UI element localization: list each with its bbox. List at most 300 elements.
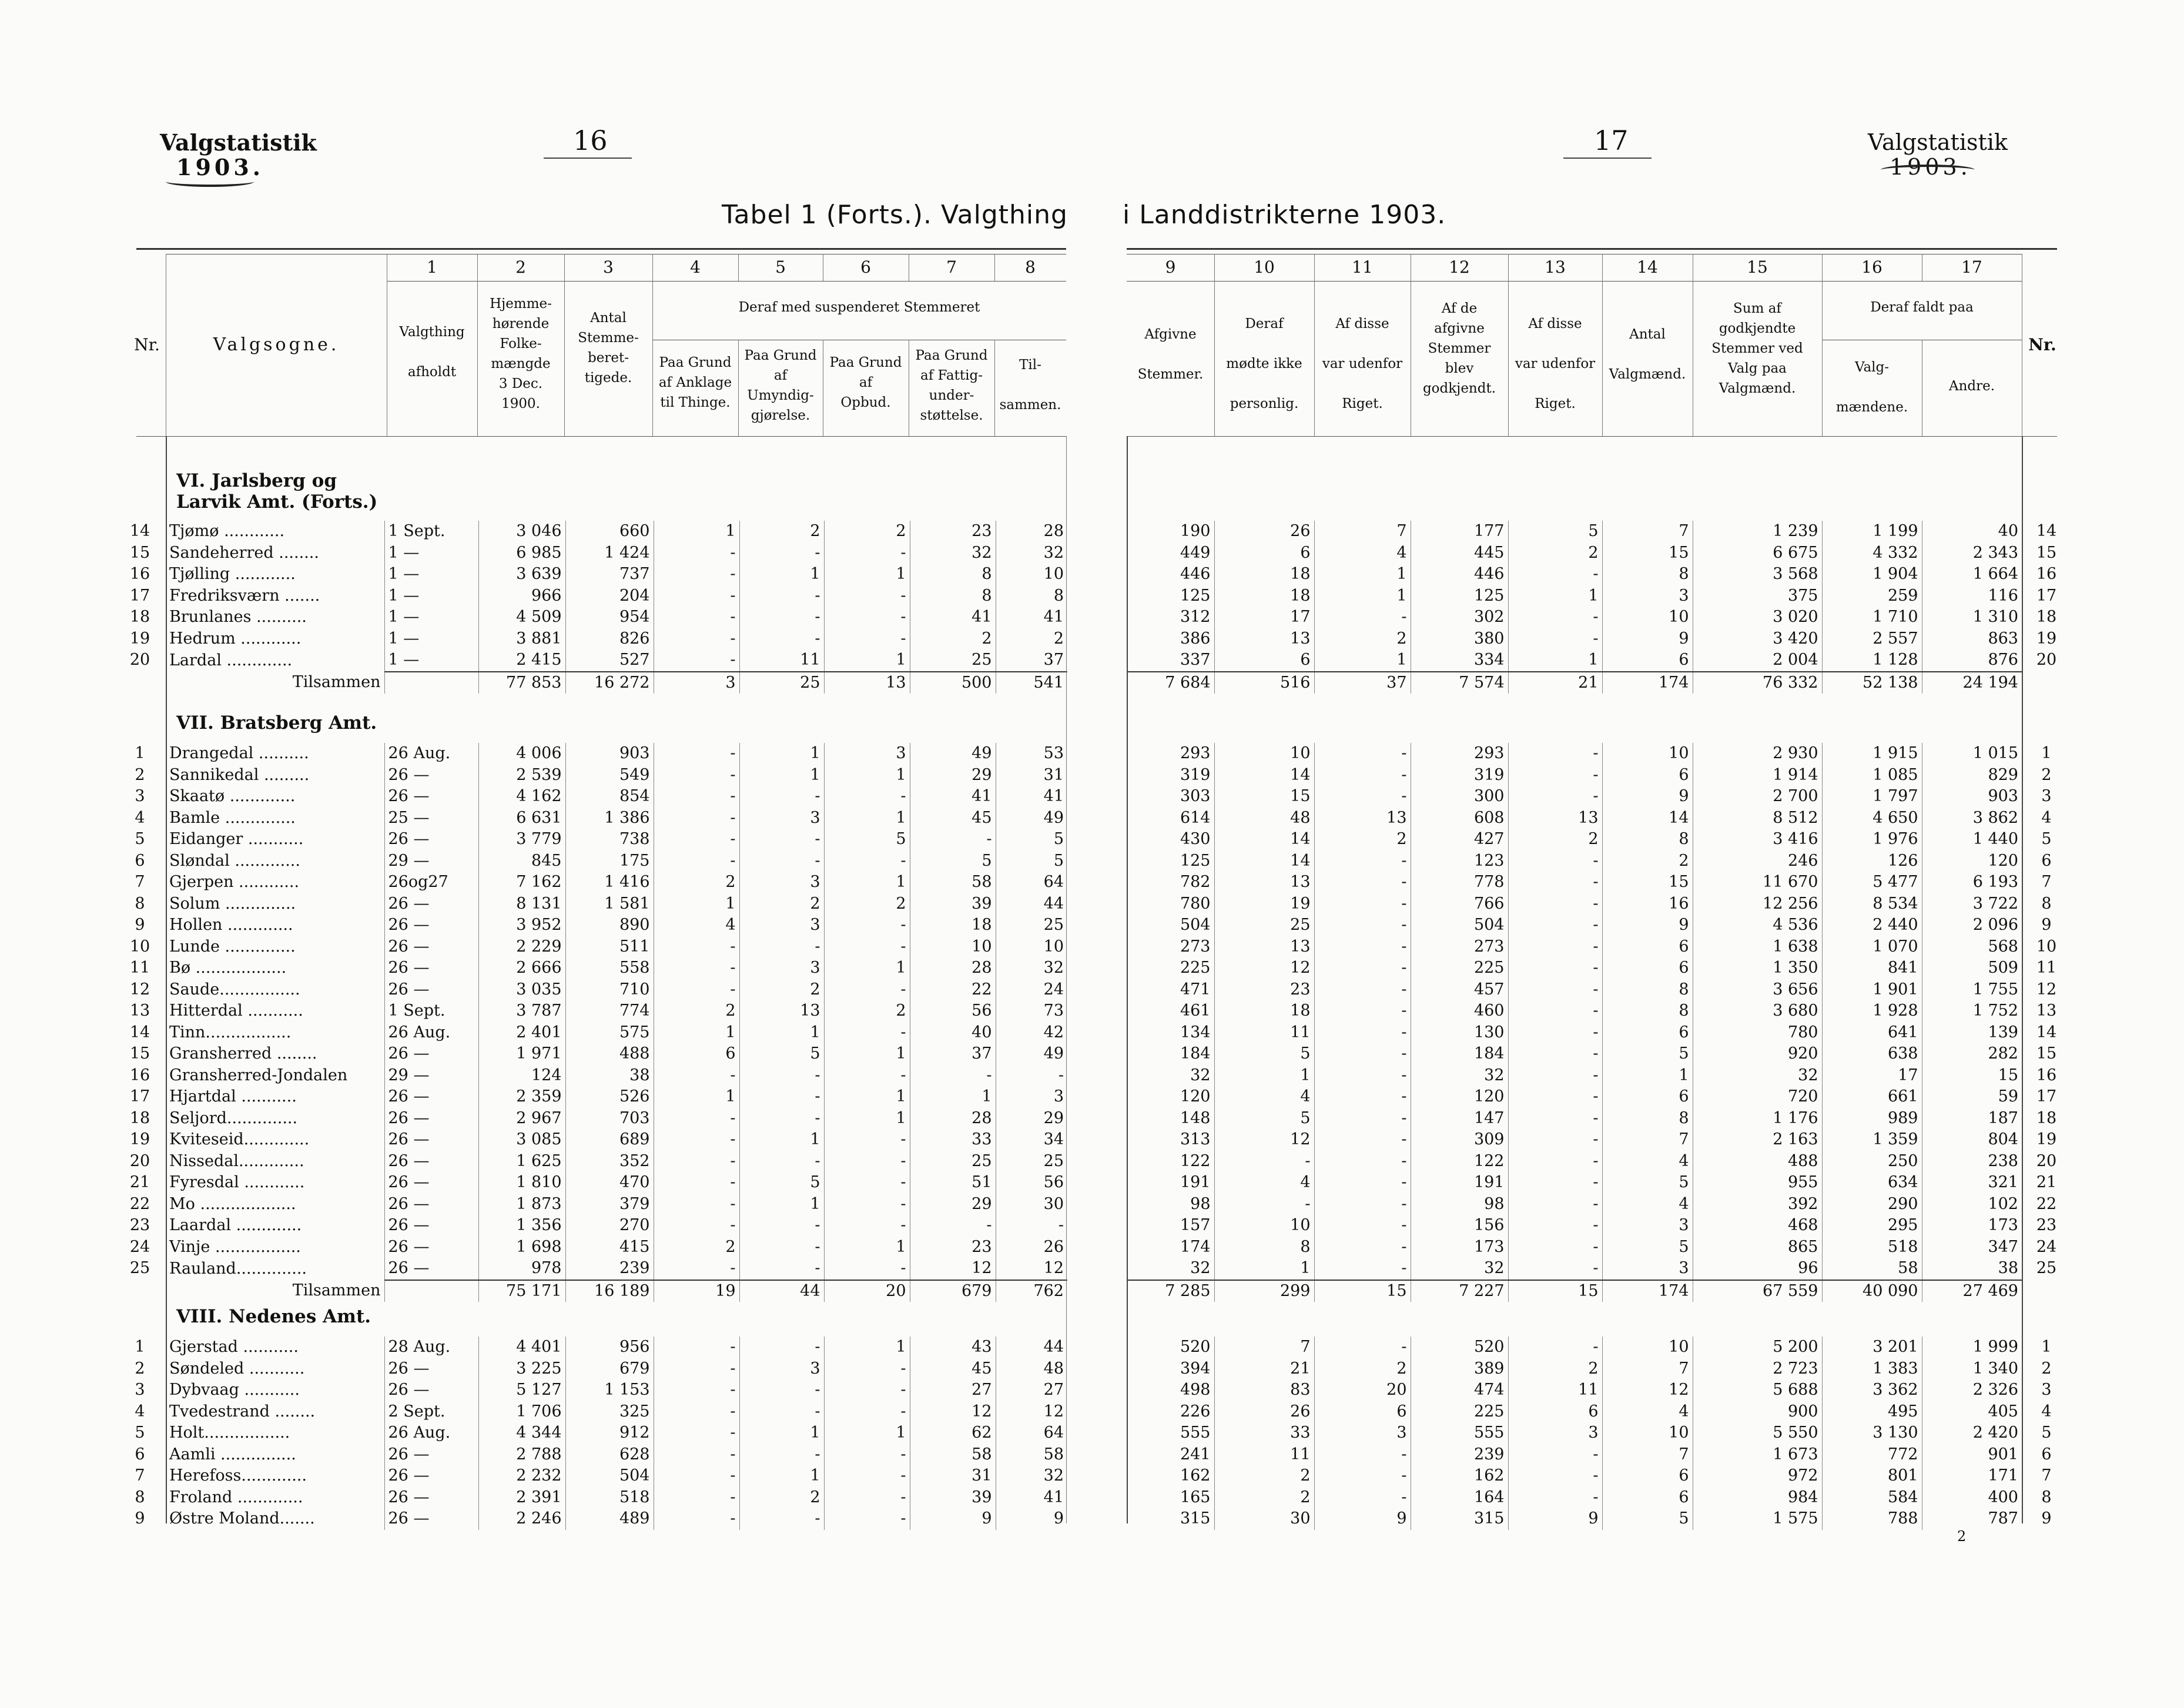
- cell-c14: 1: [1602, 1065, 1693, 1087]
- cell-c7: 18: [910, 915, 996, 936]
- cell-c7: 31: [910, 1465, 996, 1487]
- cell-c17: 173: [1922, 1215, 2022, 1237]
- cell-c9: 134: [1180, 1023, 1211, 1041]
- cell-c4: -: [654, 1444, 739, 1466]
- top-rule-left: [136, 248, 1066, 250]
- row-number-right: 2: [2041, 1359, 2052, 1378]
- cell-c13: -: [1508, 743, 1602, 765]
- cell-c14: 4: [1602, 1151, 1693, 1173]
- cell-c17: 282: [1922, 1043, 2022, 1065]
- cell-c10: 13: [1214, 628, 1314, 650]
- parish-name: Rauland..............: [169, 1259, 307, 1278]
- cell-c16: 2 440: [1822, 915, 1922, 936]
- cell-c3: 379: [565, 1194, 654, 1215]
- cell-c14: 5: [1602, 1237, 1693, 1258]
- parish-name: Hollen .............: [169, 916, 293, 934]
- cell-c16: 3 362: [1822, 1379, 1922, 1401]
- header-anklage: Paa Grund af Anklage til Thinge.: [658, 355, 732, 410]
- table-row: [1127, 1194, 2022, 1215]
- table-row: [1127, 1086, 2022, 1108]
- cell-c12: 32: [1411, 1258, 1508, 1280]
- cell-c8: 25: [996, 1151, 1067, 1173]
- cell-c2: 1 356: [478, 1215, 565, 1237]
- cell-c2: 845: [478, 850, 565, 872]
- row-number: 12: [129, 980, 150, 999]
- cell-c15: 900: [1693, 1401, 1822, 1423]
- cell-c11: 4: [1314, 542, 1411, 564]
- parish-name: Bamle ..............: [169, 808, 296, 827]
- cell-c14: 15: [1602, 872, 1693, 893]
- table-row: [166, 1487, 1067, 1509]
- cell-c2: 2 359: [478, 1086, 565, 1108]
- total-c4: 3: [654, 672, 739, 694]
- right-table: [1127, 521, 2022, 694]
- cell-c5: -: [739, 1237, 824, 1258]
- cell-c14: 8: [1602, 1000, 1693, 1022]
- row-number: 1: [135, 1338, 145, 1356]
- cell-c11: -: [1314, 786, 1411, 808]
- cell-c5: 1: [739, 765, 824, 786]
- colnum-16: 16: [1861, 257, 1882, 277]
- cell-c4: -: [654, 743, 739, 765]
- cell-c15: 1 176: [1693, 1108, 1822, 1130]
- cell-c9: 122: [1180, 1151, 1211, 1170]
- cell-c2: 6 631: [478, 808, 565, 829]
- parish-name: Laardal .............: [169, 1216, 302, 1234]
- cell-c9: 125: [1180, 851, 1211, 870]
- cell-c15: 3 680: [1693, 1000, 1822, 1022]
- cell-c14: 6: [1602, 1465, 1693, 1487]
- cell-c15: 3 568: [1693, 564, 1822, 585]
- election-date: 26 —: [384, 1237, 478, 1258]
- cell-c12: 191: [1411, 1172, 1508, 1194]
- row-number: 21: [129, 1173, 150, 1191]
- row-number: 19: [129, 1130, 150, 1148]
- cell-c17: 321: [1922, 1172, 2022, 1194]
- row-number-right: 16: [2036, 565, 2057, 583]
- cell-c8: -: [996, 1065, 1067, 1087]
- table-row: [166, 1108, 1067, 1130]
- cell-c8: 12: [996, 1258, 1067, 1280]
- cell-c5: -: [739, 1086, 824, 1108]
- total-c11: 15: [1314, 1280, 1411, 1302]
- left-table: [166, 743, 1067, 1302]
- cell-c3: 628: [565, 1444, 654, 1466]
- cell-c16: 1 915: [1822, 743, 1922, 765]
- cell-c5: -: [739, 1444, 824, 1466]
- election-date: 26 —: [384, 1086, 478, 1108]
- cell-c12: 125: [1411, 585, 1508, 607]
- left-swash-ornament: [166, 176, 254, 187]
- cell-c12: 520: [1411, 1337, 1508, 1358]
- cell-c9: 555: [1180, 1424, 1211, 1442]
- colnum-13: 13: [1545, 257, 1566, 277]
- cell-c17: 863: [1922, 628, 2022, 650]
- cell-c6: 1: [824, 1043, 910, 1065]
- total-c15: 67 559: [1693, 1280, 1822, 1302]
- cell-c15: 392: [1693, 1194, 1822, 1215]
- parish-name: Gransherred ........: [169, 1044, 317, 1063]
- row-number: 9: [135, 916, 145, 934]
- cell-c4: -: [654, 1358, 739, 1380]
- header-folkemaengde: Hjemme- hørende Folke- mængde 3 Dec. 1900.: [490, 296, 552, 411]
- table-row: [1127, 850, 2022, 872]
- cell-c9: 293: [1180, 744, 1211, 762]
- cell-c6: 1: [824, 1086, 910, 1108]
- cell-c6: -: [824, 628, 910, 650]
- parish-name: Brunlanes ..........: [169, 608, 307, 626]
- table-row: [1127, 1065, 2022, 1087]
- cell-c6: 2: [824, 521, 910, 542]
- cell-c17: 568: [1922, 936, 2022, 958]
- cell-c4: -: [654, 1401, 739, 1423]
- cell-c5: -: [739, 542, 824, 564]
- total-c14: 174: [1602, 672, 1693, 694]
- election-date: 26 —: [384, 786, 478, 808]
- election-date: 26 —: [384, 1258, 478, 1280]
- cell-c3: 239: [565, 1258, 654, 1280]
- cell-c11: -: [1314, 1022, 1411, 1044]
- cell-c15: 468: [1693, 1215, 1822, 1237]
- table-row: [166, 1086, 1067, 1108]
- election-date: 2 Sept.: [384, 1401, 478, 1423]
- cell-c16: 250: [1822, 1151, 1922, 1173]
- cell-c8: 41: [996, 786, 1067, 808]
- cell-c5: -: [739, 1151, 824, 1173]
- cell-c12: 162: [1411, 1465, 1508, 1487]
- row-number-right: 24: [2036, 1237, 2057, 1256]
- cell-c8: 56: [996, 1172, 1067, 1194]
- parish-name: Tjølling ............: [169, 565, 296, 583]
- cell-c5: 13: [739, 1000, 824, 1022]
- row-number: 18: [129, 608, 150, 626]
- cell-c8: 41: [996, 607, 1067, 628]
- cell-c17: 903: [1922, 786, 2022, 808]
- total-c11: 37: [1314, 672, 1411, 694]
- header-valgsogne: Valgsogne.: [213, 334, 340, 355]
- cell-c6: 3: [824, 743, 910, 765]
- left-table: [166, 521, 1067, 694]
- table-row: [1127, 765, 2022, 786]
- cell-c10: 10: [1214, 743, 1314, 765]
- cell-c9: 303: [1180, 787, 1211, 805]
- cell-c9: 98: [1190, 1194, 1211, 1213]
- total-c2: 75 171: [478, 1280, 565, 1302]
- cell-c3: 1 424: [565, 542, 654, 564]
- cell-c12: 302: [1411, 607, 1508, 628]
- cell-c17: 102: [1922, 1194, 2022, 1215]
- row-number-right: 1: [2041, 744, 2052, 762]
- cell-c13: 2: [1508, 829, 1602, 850]
- cell-c5: -: [739, 607, 824, 628]
- cell-c4: -: [654, 1172, 739, 1194]
- row-number-right: 17: [2036, 1087, 2057, 1106]
- header-nr: Nr.: [134, 335, 160, 354]
- cell-c11: -: [1314, 1337, 1411, 1358]
- cell-c7: 41: [910, 607, 996, 628]
- election-date: 1 Sept.: [384, 1000, 478, 1022]
- cell-c10: 13: [1214, 936, 1314, 958]
- cell-c5: -: [739, 1508, 824, 1530]
- table-row: [1127, 542, 2022, 564]
- cell-c17: 238: [1922, 1151, 2022, 1173]
- parish-name: Fyresdal ............: [169, 1173, 305, 1191]
- cell-c6: 1: [824, 1108, 910, 1130]
- row-number-right: 7: [2041, 1466, 2052, 1485]
- cell-c6: -: [824, 607, 910, 628]
- row-number: 4: [135, 808, 145, 827]
- cell-c17: 3 862: [1922, 808, 2022, 829]
- cell-c9: 226: [1180, 1402, 1211, 1421]
- colnum-12: 12: [1449, 257, 1470, 277]
- cell-c4: -: [654, 850, 739, 872]
- row-number-right: 11: [2036, 959, 2057, 977]
- cell-c3: 903: [565, 743, 654, 765]
- head-bottom-left: [136, 436, 1066, 437]
- row-number-right: 8: [2041, 894, 2052, 913]
- cell-c3: 774: [565, 1000, 654, 1022]
- cell-c14: 10: [1602, 1422, 1693, 1444]
- parish-name: Aamli ...............: [169, 1445, 296, 1463]
- table-row: [1127, 1172, 2022, 1194]
- cell-c12: 334: [1411, 649, 1508, 672]
- cell-c11: -: [1314, 1151, 1411, 1173]
- cell-c7: 56: [910, 1000, 996, 1022]
- top-rule-right: [1127, 248, 2057, 250]
- total-c10: 516: [1214, 672, 1314, 694]
- cell-c9: 446: [1180, 565, 1211, 583]
- cell-c7: 23: [910, 1237, 996, 1258]
- right-table: [1127, 743, 2022, 1302]
- head-bottom-right: [1127, 436, 2057, 437]
- row-number-right: 14: [2036, 1023, 2057, 1041]
- row-number-right: 20: [2036, 651, 2057, 669]
- cell-c5: -: [739, 1379, 824, 1401]
- cell-c17: 509: [1922, 957, 2022, 979]
- parish-name: Lunde ..............: [169, 937, 296, 956]
- cell-c4: 1: [654, 521, 739, 542]
- cell-c16: 17: [1822, 1065, 1922, 1087]
- cell-c5: 3: [739, 1358, 824, 1380]
- parish-name: Sandeherred ........: [169, 543, 319, 562]
- cell-c15: 1 239: [1693, 521, 1822, 542]
- cell-c11: -: [1314, 850, 1411, 872]
- cell-c16: 1 797: [1822, 786, 1922, 808]
- cell-c7: -: [910, 1215, 996, 1237]
- cell-c7: 62: [910, 1422, 996, 1444]
- row-number-right: 9: [2041, 916, 2052, 934]
- election-date: 26 —: [384, 1358, 478, 1380]
- cell-c16: 259: [1822, 585, 1922, 607]
- table-row: [1127, 786, 2022, 808]
- cell-c7: 9: [910, 1508, 996, 1530]
- cell-c13: -: [1508, 1043, 1602, 1065]
- row-number: 4: [135, 1402, 145, 1421]
- cell-c7: 28: [910, 1108, 996, 1130]
- header-valgmaend: Antal Valgmænd.: [1609, 327, 1686, 382]
- cell-c13: 5: [1508, 521, 1602, 542]
- cell-c10: 2: [1214, 1465, 1314, 1487]
- cell-c3: 912: [565, 1422, 654, 1444]
- cell-c17: 171: [1922, 1465, 2022, 1487]
- table-row: [1127, 829, 2022, 850]
- cell-c15: 5 550: [1693, 1422, 1822, 1444]
- cell-c4: -: [654, 936, 739, 958]
- parish-name: Herefoss.............: [169, 1466, 307, 1485]
- table-row: [166, 915, 1067, 936]
- cell-c12: 173: [1411, 1237, 1508, 1258]
- right-page-rule: [1563, 158, 1652, 159]
- cell-c12: 177: [1411, 521, 1508, 542]
- header-godkjendt: Af de afgivne Stemmer blev godkjendt.: [1422, 301, 1496, 396]
- parish-name: Eidanger ...........: [169, 830, 304, 848]
- cell-c7: 2: [910, 628, 996, 650]
- cell-c8: 31: [996, 765, 1067, 786]
- left-page-rule: [544, 158, 632, 159]
- election-date: 1 —: [384, 564, 478, 585]
- header-udenfor-1: Af disse var udenfor Riget.: [1322, 316, 1403, 411]
- table-row: [166, 786, 1067, 808]
- cell-c16: 1 383: [1822, 1358, 1922, 1380]
- cell-c7: 29: [910, 1194, 996, 1215]
- cell-c11: -: [1314, 872, 1411, 893]
- cell-c10: 10: [1214, 1215, 1314, 1237]
- table-row: [166, 765, 1067, 786]
- cell-c11: 7: [1314, 521, 1411, 542]
- cell-c6: -: [824, 1215, 910, 1237]
- cell-c12: 474: [1411, 1379, 1508, 1401]
- table-row: [166, 1337, 1067, 1358]
- cell-c4: 6: [654, 1043, 739, 1065]
- table-row: [166, 649, 1067, 672]
- cell-c6: -: [824, 1465, 910, 1487]
- cell-c14: 8: [1602, 829, 1693, 850]
- cell-c14: 4: [1602, 1401, 1693, 1423]
- row-number: 3: [135, 787, 145, 805]
- table-row: [1127, 915, 2022, 936]
- row-number-right: 20: [2036, 1151, 2057, 1170]
- cell-c11: 13: [1314, 808, 1411, 829]
- cell-c14: 6: [1602, 957, 1693, 979]
- cell-c11: -: [1314, 1215, 1411, 1237]
- cell-c11: 9: [1314, 1508, 1411, 1530]
- cell-c16: 290: [1822, 1194, 1922, 1215]
- cell-c8: 32: [996, 1465, 1067, 1487]
- cell-c17: 804: [1922, 1129, 2022, 1151]
- cell-c3: 1 153: [565, 1379, 654, 1401]
- cell-c15: 3 416: [1693, 829, 1822, 850]
- table-row: [166, 1000, 1067, 1022]
- cell-c3: 954: [565, 607, 654, 628]
- table-row: [166, 607, 1067, 628]
- cell-c7: 27: [910, 1379, 996, 1401]
- total-c6: 20: [824, 1280, 910, 1302]
- parish-name: Lardal .............: [169, 651, 293, 669]
- cell-c5: 1: [739, 1194, 824, 1215]
- colnum-17: 17: [1961, 257, 1982, 277]
- cell-c12: 123: [1411, 850, 1508, 872]
- cell-c15: 1 350: [1693, 957, 1822, 979]
- parish-name: Tinn.................: [169, 1023, 292, 1041]
- cell-c5: 11: [739, 649, 824, 672]
- table-row: [1127, 628, 2022, 650]
- table-row: [166, 1215, 1067, 1237]
- cell-c14: 8: [1602, 1108, 1693, 1130]
- cell-c14: 7: [1602, 1444, 1693, 1466]
- cell-c15: 4 536: [1693, 915, 1822, 936]
- cell-c3: 518: [565, 1487, 654, 1509]
- election-date: 1 —: [384, 542, 478, 564]
- cell-c14: 6: [1602, 649, 1693, 672]
- cell-c6: 2: [824, 1000, 910, 1022]
- right-running-title: Valgstatistik: [1868, 129, 2008, 155]
- right-swash-ornament: [1881, 165, 1975, 175]
- cell-c11: 2: [1314, 1358, 1411, 1380]
- cell-c17: 139: [1922, 1022, 2022, 1044]
- cell-c16: 126: [1822, 850, 1922, 872]
- row-number: 20: [129, 1151, 150, 1170]
- cell-c3: 956: [565, 1337, 654, 1358]
- cell-c2: 4 344: [478, 1422, 565, 1444]
- cell-c7: 41: [910, 786, 996, 808]
- cell-c12: 120: [1411, 1086, 1508, 1108]
- cell-c11: -: [1314, 1086, 1411, 1108]
- election-date: 1 —: [384, 649, 478, 672]
- cell-c9: 191: [1180, 1173, 1211, 1191]
- cell-c6: 5: [824, 829, 910, 850]
- cell-c7: 25: [910, 1151, 996, 1173]
- right-page-number: 17: [1594, 125, 1629, 156]
- table-row: [166, 1444, 1067, 1466]
- cell-c8: 8: [996, 585, 1067, 607]
- cell-c16: 8 534: [1822, 893, 1922, 915]
- row-number: 7: [135, 1466, 145, 1485]
- cell-c14: 9: [1602, 915, 1693, 936]
- parish-name: Hjartdal ...........: [169, 1087, 297, 1106]
- cell-c13: -: [1508, 1337, 1602, 1358]
- cell-c7: 58: [910, 1444, 996, 1466]
- cell-c8: 53: [996, 743, 1067, 765]
- header-valgthing: Valgthing afholdt: [399, 324, 465, 380]
- table-row: [166, 521, 1067, 542]
- cell-c10: 14: [1214, 765, 1314, 786]
- table-caption-right: i Landdistrikterne 1903.: [1123, 200, 1446, 230]
- cell-c3: 526: [565, 1086, 654, 1108]
- cell-c12: 389: [1411, 1358, 1508, 1380]
- row-number: 15: [129, 1044, 150, 1063]
- cell-c14: 2: [1602, 850, 1693, 872]
- cell-c10: 18: [1214, 564, 1314, 585]
- cell-c7: 28: [910, 957, 996, 979]
- table-row: [166, 1043, 1067, 1065]
- table-row: [166, 564, 1067, 585]
- cell-c16: 661: [1822, 1086, 1922, 1108]
- row-number: 14: [129, 1023, 150, 1041]
- cell-c10: 6: [1214, 542, 1314, 564]
- cell-c5: 1: [739, 743, 824, 765]
- cell-c13: 2: [1508, 542, 1602, 564]
- cell-c14: 6: [1602, 765, 1693, 786]
- cell-c8: 5: [996, 829, 1067, 850]
- row-number: 24: [129, 1237, 150, 1256]
- cell-c8: 5: [996, 850, 1067, 872]
- cell-c6: -: [824, 850, 910, 872]
- cell-c14: 6: [1602, 1022, 1693, 1044]
- cell-c7: 10: [910, 936, 996, 958]
- table-row: [1127, 1401, 2022, 1423]
- row-number-right: 16: [2036, 1066, 2057, 1084]
- row-number-right: 15: [2036, 1044, 2057, 1063]
